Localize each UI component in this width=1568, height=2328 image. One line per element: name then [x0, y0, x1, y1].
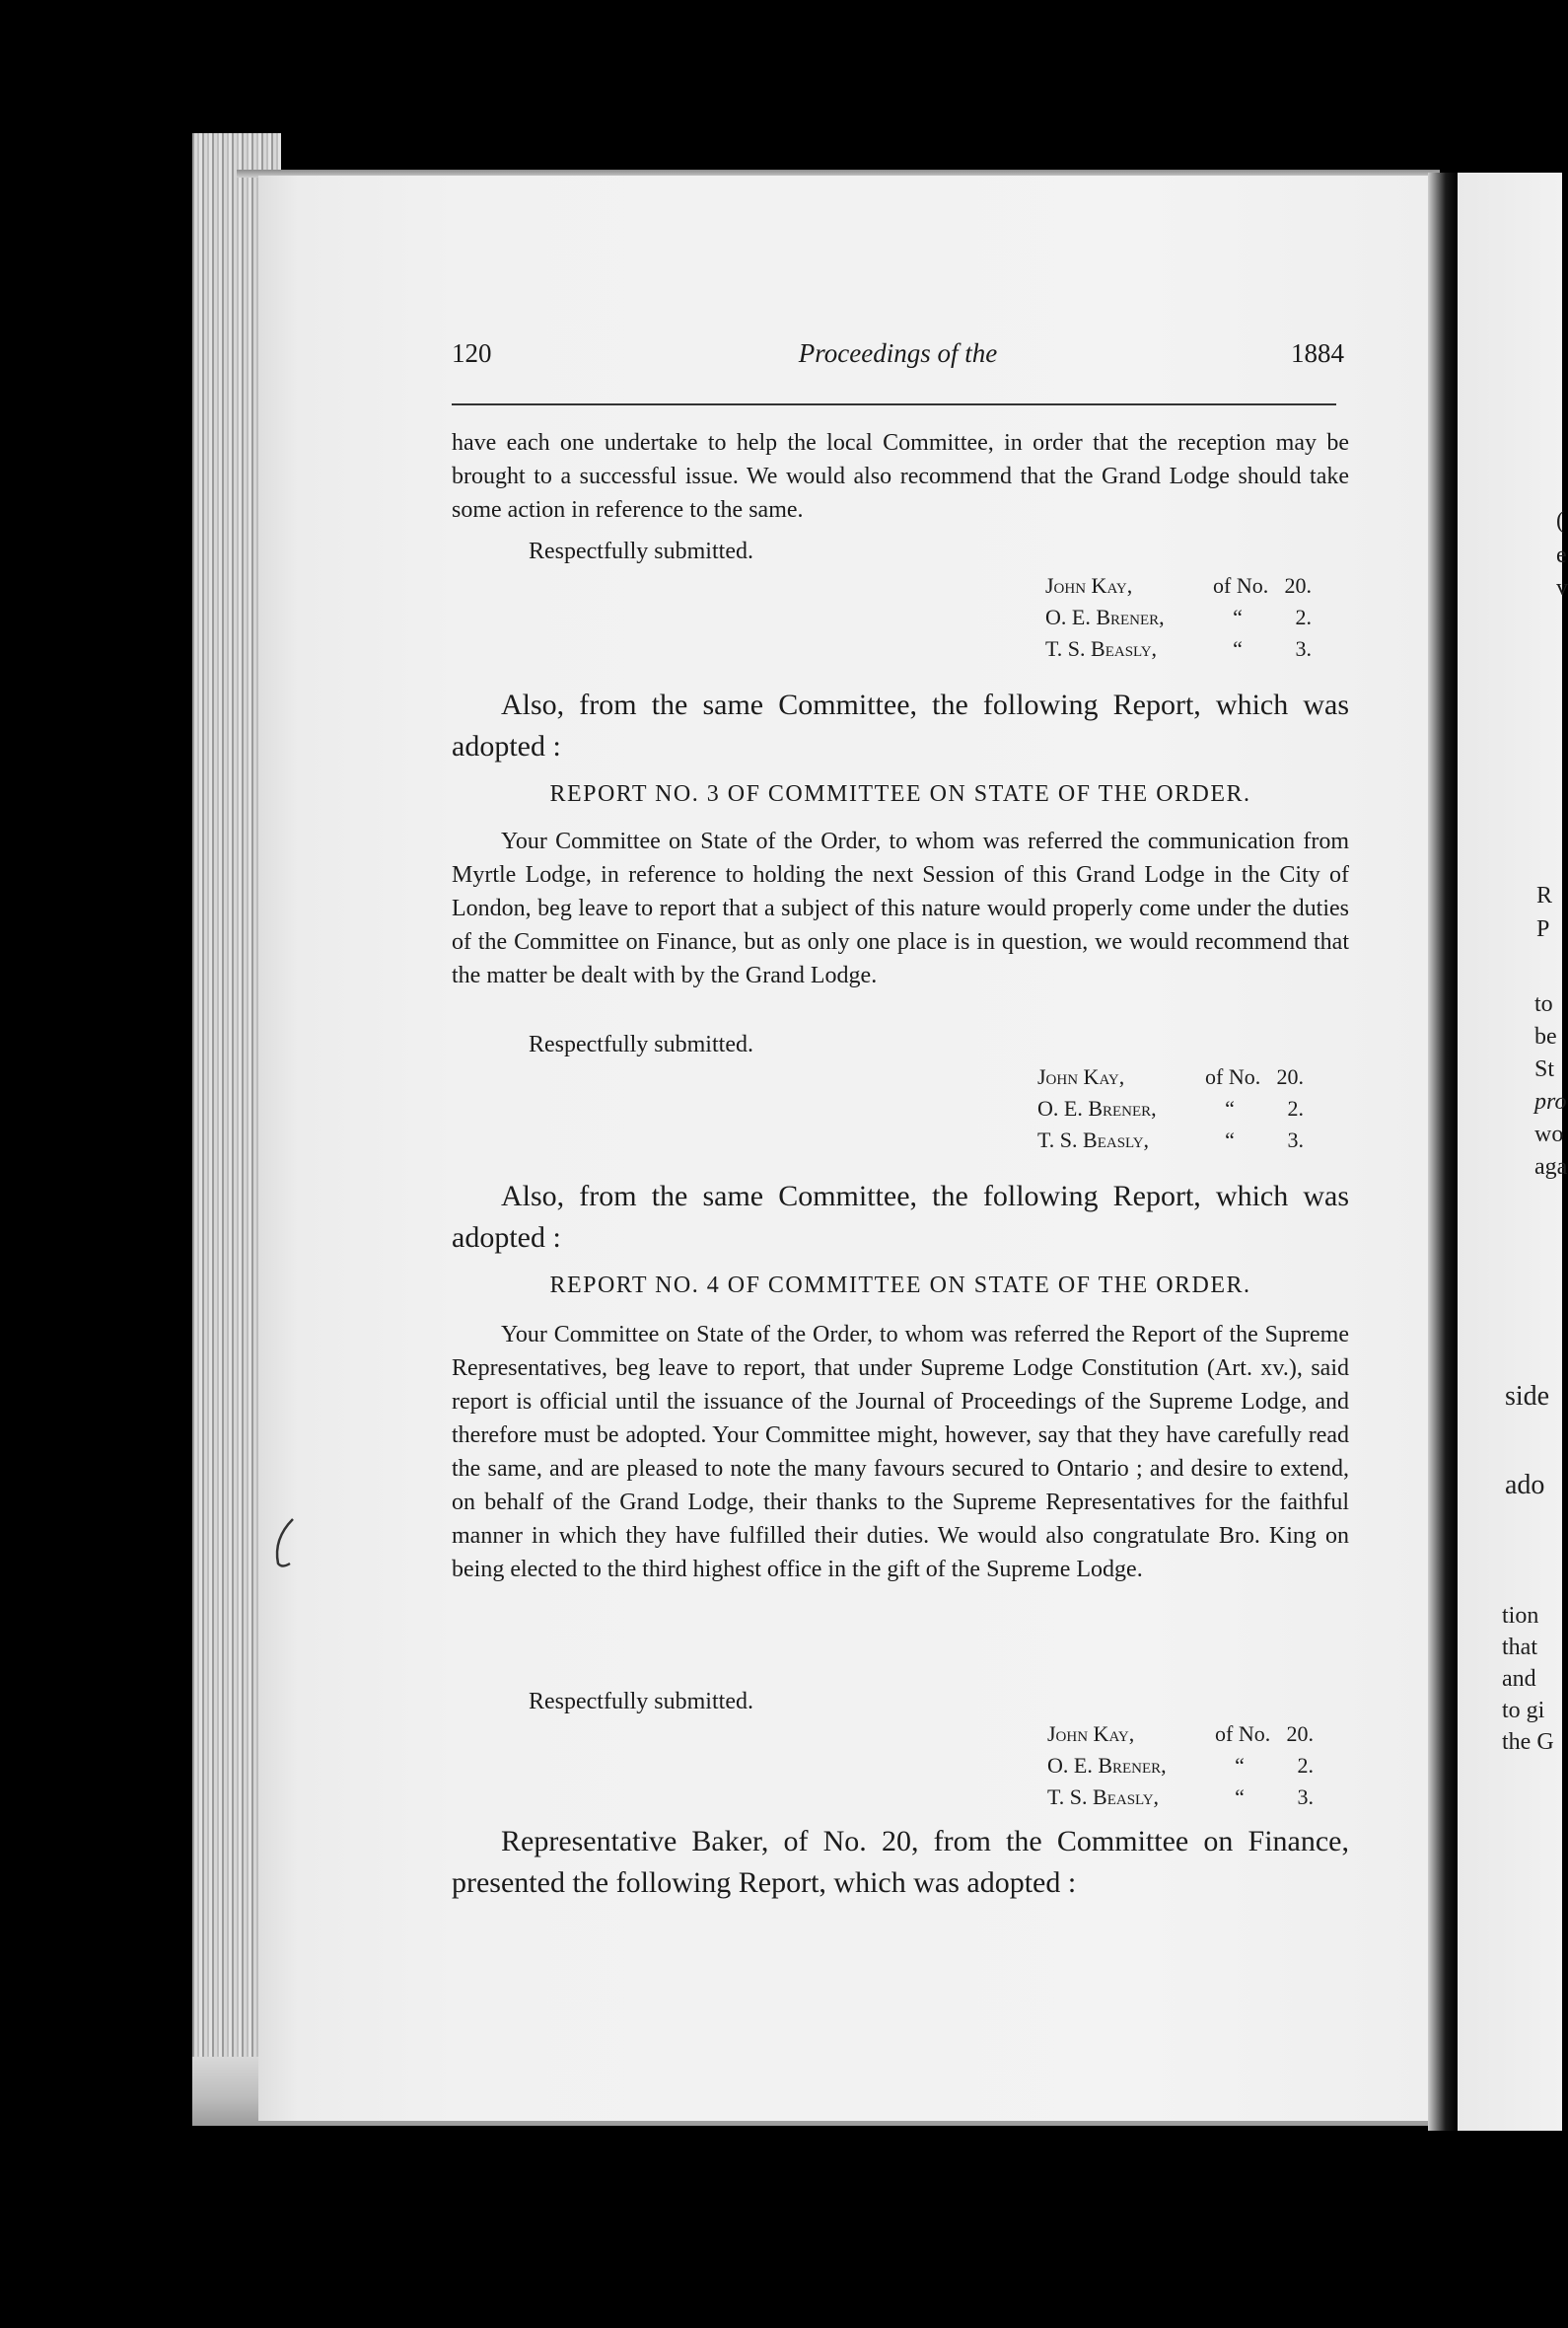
lodge-prefix: of No.	[1215, 1721, 1271, 1746]
facing-fragment: and	[1502, 1666, 1536, 1692]
facing-fragment: e	[1556, 543, 1567, 568]
facing-fragment: to	[1534, 991, 1553, 1017]
facing-fragment: side	[1505, 1381, 1550, 1412]
lodge-number: 3.	[1297, 1784, 1314, 1809]
submitted-block-2	[452, 1032, 1349, 1058]
ditto-mark: “	[1235, 1753, 1245, 1778]
book-gutter	[1428, 173, 1458, 2131]
lodge-number: 2.	[1297, 1753, 1314, 1778]
signer-name: John Kay,	[1045, 573, 1133, 598]
ditto-mark: “	[1235, 1784, 1245, 1809]
signature-row	[1047, 1782, 1314, 1813]
signature-row	[1037, 1061, 1304, 1093]
signer-name: John Kay,	[1047, 1721, 1135, 1746]
facing-fragment: ado	[1505, 1470, 1545, 1500]
facing-fragment: aga	[1534, 1154, 1568, 1180]
signer-name: John Kay,	[1037, 1064, 1125, 1089]
facing-fragment: tion	[1502, 1603, 1539, 1629]
lodge-prefix: of No.	[1205, 1064, 1261, 1089]
facing-fragment: be	[1534, 1024, 1557, 1050]
signature-row	[1045, 602, 1312, 633]
signature-row	[1047, 1750, 1314, 1782]
heading-2-block	[452, 781, 1349, 808]
lodge-number: 20.	[1284, 573, 1312, 598]
report-body: Your Committee on State of the Order, to whom was referred the communication from Myrtle Lodge, in reference to holding the next Session of this Grand Lodge in the City of London, beg leave to report that a subject of this nature would properly come under the duties of the Committee on Finance, but as only one place is in question, we would recommend that the matter be dealt with by the Grand Lodge.	[452, 829, 1349, 988]
running-title: Proceedings of the	[798, 338, 998, 368]
facing-fragment: pro	[1534, 1089, 1567, 1115]
submitted-block-3	[452, 1689, 1349, 1715]
lodge-number: 2.	[1287, 1096, 1304, 1121]
body-3-block	[452, 1318, 1349, 1586]
signature-row	[1047, 1718, 1314, 1750]
intro-paragraph: Also, from the same Committee, the following Report, which was adopted :	[452, 1180, 1349, 1254]
lodge-number: 2.	[1295, 605, 1312, 629]
opening-paragraph: have each one undertake to help the local Committee, in order that the reception may be brought to a successful issue. We would also recommend that the Grand Lodge should take some action in reference to the same.	[452, 430, 1349, 523]
signature-row	[1037, 1093, 1304, 1125]
report-body: Your Committee on State of the Order, to whom was referred the Report of the Supreme Representatives, beg leave to report, that under Supreme Lodge Constitution (Art. xv.), said report is official until the issuance of the Journal of Proceedings of the Supreme Lodge, and therefore must be adopted. Your Committee might, however, say that they have carefully read the same, and are pleased to note the many favours secured to Ontario ; and desire to extend, on behalf of the Grand Lodge, their thanks to the Supreme Representatives for the faithful manner in which they have fulfilled their duties. We would also congratulate Bro. King on being elected to the third highest office in the gift of the Supreme Lodge.	[452, 1322, 1349, 1582]
lodge-number: 20.	[1286, 1721, 1314, 1746]
signer-name: O. E. Brener,	[1045, 605, 1165, 629]
signer-name: T. S. Beasly,	[1045, 636, 1158, 661]
facing-fragment: the G	[1502, 1729, 1554, 1755]
facing-fragment: v	[1556, 575, 1568, 601]
lodge-number: 3.	[1287, 1128, 1304, 1152]
signer-name: O. E. Brener,	[1047, 1753, 1167, 1778]
facing-fragment: St	[1534, 1056, 1555, 1082]
facing-fragment: P	[1536, 916, 1550, 942]
report-heading: REPORT NO. 3 OF COMMITTEE ON STATE OF THE ORDER.	[549, 781, 1251, 807]
lodge-number: 20.	[1276, 1064, 1304, 1089]
facing-fragment: that	[1502, 1635, 1537, 1660]
report-heading: REPORT NO. 4 OF COMMITTEE ON STATE OF THE ORDER.	[549, 1273, 1251, 1298]
facing-fragment: R	[1536, 883, 1553, 909]
facing-fragment: wo	[1534, 1122, 1564, 1147]
ditto-mark: “	[1225, 1096, 1235, 1121]
intro-3-block	[452, 1176, 1349, 1259]
respectfully-submitted: Respectfully submitted.	[529, 1032, 753, 1057]
signer-name: T. S. Beasly,	[1037, 1128, 1150, 1152]
intro-paragraph: Also, from the same Committee, the following Report, which was adopted :	[452, 689, 1349, 763]
ditto-mark: “	[1233, 636, 1243, 661]
signature-block-1	[1045, 570, 1312, 665]
signature-row	[1045, 633, 1312, 665]
running-header	[452, 338, 1344, 378]
submitted-block-1	[452, 539, 1349, 565]
signature-row	[1045, 570, 1312, 602]
lodge-prefix: of No.	[1213, 573, 1269, 598]
closing-paragraph: Representative Baker, of No. 20, from the Committee on Finance, presented the following Report, which was adopted :	[452, 1825, 1349, 1899]
body-2-block	[452, 825, 1349, 992]
signature-row	[1037, 1125, 1304, 1156]
respectfully-submitted: Respectfully submitted.	[529, 539, 753, 564]
signature-block-3	[1047, 1718, 1314, 1813]
facing-page	[1458, 173, 1568, 2131]
signer-name: T. S. Beasly,	[1047, 1784, 1160, 1809]
ditto-mark: “	[1225, 1128, 1235, 1152]
closing-block	[452, 1821, 1349, 1904]
signature-block-2	[1037, 1061, 1304, 1156]
respectfully-submitted: Respectfully submitted.	[529, 1689, 753, 1714]
heading-3-block	[452, 1273, 1349, 1299]
year: 1884	[1291, 338, 1344, 368]
facing-fragment: to gi	[1502, 1698, 1545, 1723]
opening-block	[452, 426, 1349, 527]
lodge-number: 3.	[1295, 636, 1312, 661]
header-rule	[452, 403, 1336, 405]
facing-fragment: (	[1556, 508, 1564, 534]
ditto-mark: “	[1233, 605, 1243, 629]
margin-pencil-mark	[268, 1514, 298, 1583]
signer-name: O. E. Brener,	[1037, 1096, 1157, 1121]
intro-2-block	[452, 685, 1349, 767]
page-number: 120	[452, 338, 492, 368]
